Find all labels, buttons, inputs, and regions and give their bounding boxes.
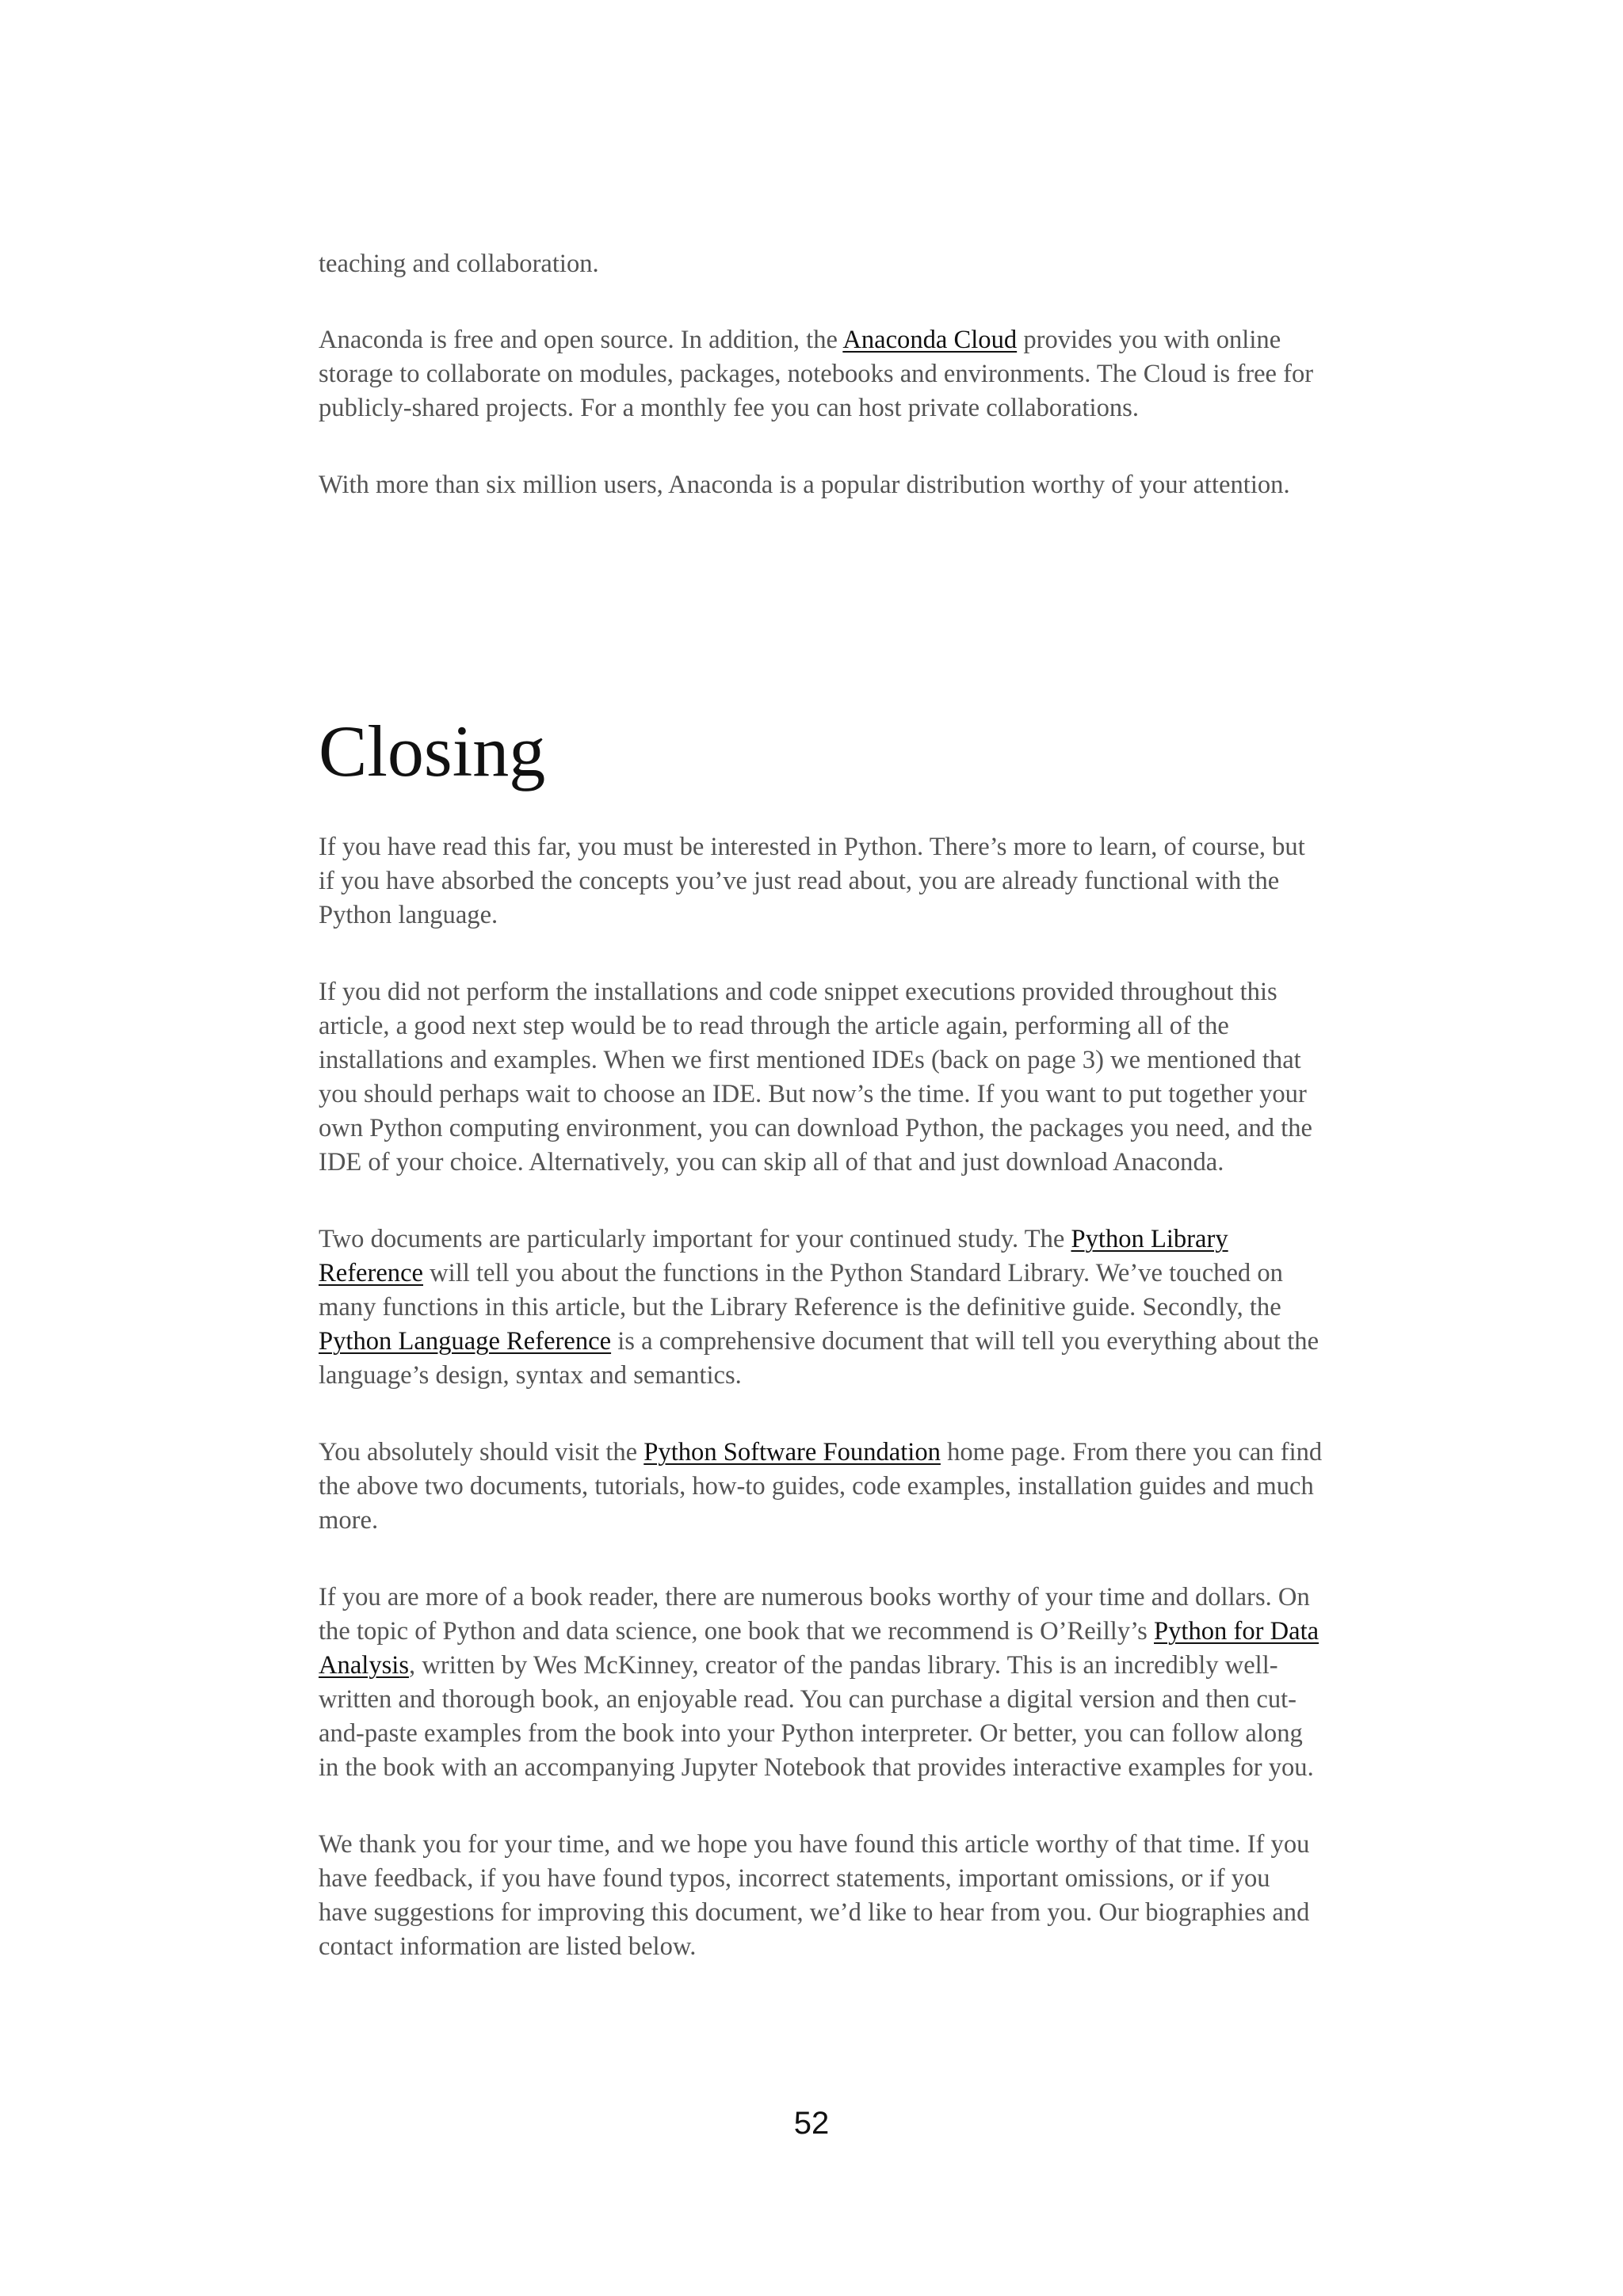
closing-paragraph-5-text-after: , written by Wes McKinney, creator of the pandas library. This is an incredibly well-written and thorough book, an enjoyable read. You can purchase a digital version and then cut-and-paste examples from the book into your Python interpreter. Or better, you can follow along in the book with an accompanying Jupyter Notebook that provides interactive examples for you. (319, 1651, 1314, 1782)
python-language-reference-link[interactable]: Python Language Reference (319, 1327, 612, 1356)
closing-paragraph-3-text-after: is a comprehensive document that will tell you everything about the language’s design, syntax and semantics. (319, 1327, 1319, 1390)
anaconda-cloud-link[interactable]: Anaconda Cloud (842, 326, 1018, 354)
page-number: 52 (793, 2106, 830, 2141)
closing-paragraph-6: We thank you for your time, and we hope you have found this article worthy of that time. If you have feedback, if you have found typos, incorrect statements, important omissions, or if you have suggestions for improving this document, we’d like to hear from you. Our biographies and contact information are listed below. (319, 1830, 1310, 1961)
closing-paragraph-4-text-after: home page. From there you can find the above two documents, tutorials, how-to guides, code examples, installation guides and much more. (319, 1438, 1323, 1535)
python-for-data-analysis-link[interactable]: Python for Data Analysis (319, 1617, 1319, 1680)
closing-paragraph-4 (319, 1436, 1325, 1538)
closing-paragraph-1: If you have read this far, you must be interested in Python. There’s more to learn, of course, but if you have absorbed the concepts you’ve just read about, you are already functional with the Python language. (319, 833, 1305, 929)
closing-paragraph-3-text-middle: will tell you about the functions in the Python Standard Library. We’ve touched on many functions in this article, but the Library Reference is the definitive guide. Secondly, the (319, 1259, 1283, 1322)
closing-paragraph-3 (319, 1222, 1325, 1393)
closing-section (319, 830, 1325, 2007)
python-software-foundation-link[interactable]: Python Software Foundation (643, 1438, 941, 1466)
closing-paragraph-2: If you did not perform the installations and code snippet executions provided throughout this article, a good next step would be to read through the article again, performing all of the installations and examples. When we first mentioned IDEs (back on page 3) we mentioned that you should perhaps wait to choose an IDE. But now’s the time. If you want to put together your own Python computing environment, you can download Python, the packages you need, and the IDE of your choice. Alternatively, you can skip all of that and just download Anaconda. (319, 978, 1313, 1177)
intro-paragraph-3: With more than six million users, Anaconda is a popular distribution worthy of your attention. (319, 471, 1290, 499)
closing-heading: Closing (319, 711, 546, 791)
intro-paragraph-2-text-after: provides you with online storage to collaborate on modules, packages, notebooks and environments. The Cloud is free for publicly-shared projects. For a monthly fee you can host private collaborations. (319, 326, 1314, 422)
intro-paragraph-2 (319, 323, 1325, 425)
closing-paragraph-4-text-before: You absolutely should visit the (319, 1438, 644, 1466)
python-library-reference-link[interactable]: Python Library Reference (319, 1225, 1228, 1287)
intro-paragraph-1: teaching and collaboration. (319, 250, 599, 278)
closing-paragraph-3-text-before: Two documents are particularly important for your continued study. The (319, 1225, 1071, 1253)
closing-paragraph-5-text-before: If you are more of a book reader, there are numerous books worthy of your time and dollars. On the topic of Python and data science, one book that we recommend is O’Reilly’s (319, 1583, 1310, 1646)
closing-paragraph-5 (319, 1581, 1325, 1785)
intro-paragraph-2-text-before: Anaconda is free and open source. In addition, the (319, 326, 843, 354)
intro-section (319, 247, 1325, 545)
